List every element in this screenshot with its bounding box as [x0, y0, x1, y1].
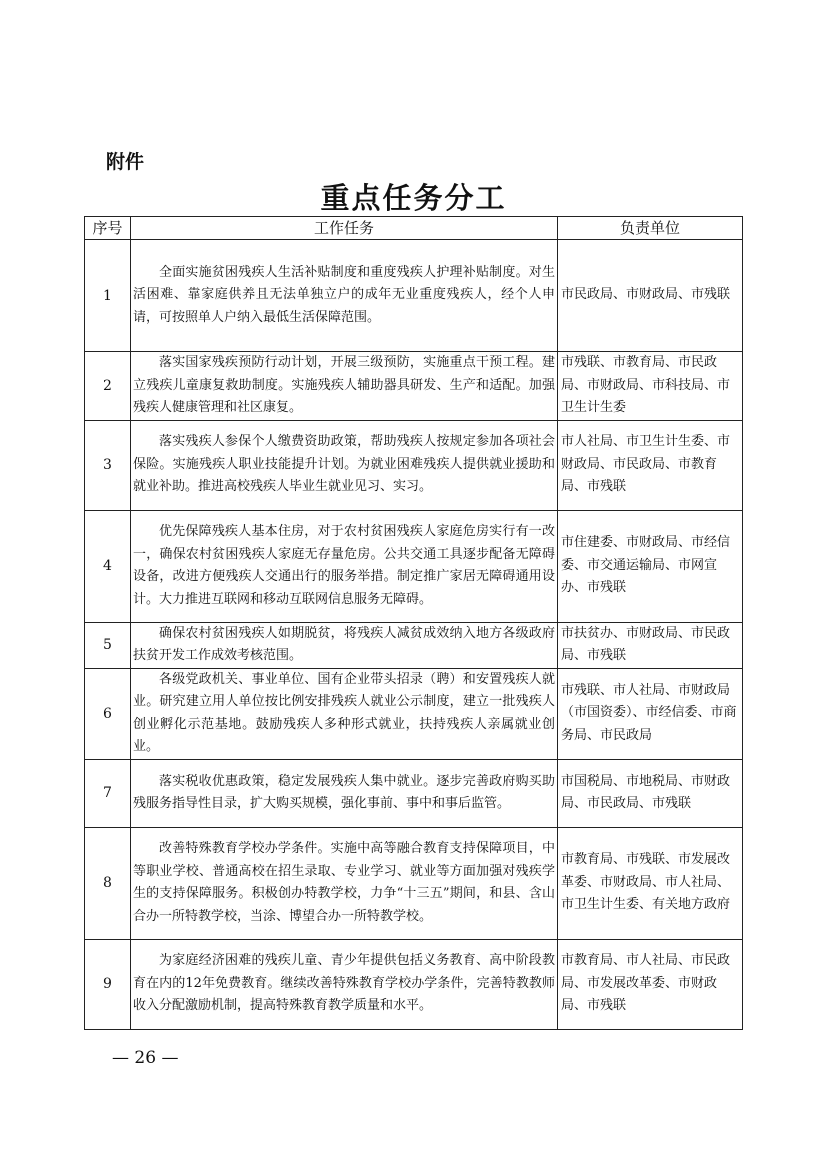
row-number: 7	[85, 759, 131, 827]
page-title: 重点任务分工	[320, 181, 507, 215]
column-header-unit: 负责单位	[558, 217, 743, 240]
row-unit: 市残联、市人社局、市财政局（市国资委）、市经信委、市商务局、市民政局	[558, 668, 743, 759]
row-task: 为家庭经济困难的残疾儿童、青少年提供包括义务教育、高中阶段教育在内的12年免费教育。继续改善特殊教育学校办学条件，完善特教教师收入分配激励机制，提高特殊教育教学质量和水平。	[131, 939, 558, 1029]
row-unit: 市人社局、市卫生计生委、市财政局、市民政局、市教育局、市残联	[558, 420, 743, 510]
row-unit: 市国税局、市地税局、市财政局、市民政局、市残联	[558, 759, 743, 827]
row-task: 全面实施贫困残疾人生活补贴制度和重度残疾人护理补贴制度。对生活困难、靠家庭供养且无法单独立户的成年无业重度残疾人，经个人申请，可按照单人户纳入最低生活保障范围。	[131, 240, 558, 352]
row-task: 落实残疾人参保个人缴费资助政策，帮助残疾人按规定参加各项社会保险。实施残疾人职业技能提升计划。为就业困难残疾人提供就业援助和就业补助。推进高校残疾人毕业生就业见习、实习。	[131, 420, 558, 510]
task-table	[84, 216, 743, 1030]
row-number: 1	[85, 240, 131, 352]
table-row	[85, 352, 743, 421]
table-row	[85, 939, 743, 1029]
row-number: 3	[85, 420, 131, 510]
attachment-label: 附件	[106, 151, 145, 173]
row-unit: 市残联、市教育局、市民政局、市财政局、市科技局、市卫生计生委	[558, 352, 743, 421]
row-number: 6	[85, 668, 131, 759]
row-task: 确保农村贫困残疾人如期脱贫，将残疾人减贫成效纳入地方各级政府扶贫开发工作成效考核范围。	[131, 622, 558, 668]
row-task: 落实国家残疾预防行动计划，开展三级预防，实施重点干预工程。建立残疾儿童康复救助制度。实施残疾人辅助器具研发、生产和适配。加强残疾人健康管理和社区康复。	[131, 352, 558, 421]
row-number: 9	[85, 939, 131, 1029]
row-unit: 市民政局、市财政局、市残联	[558, 240, 743, 352]
row-number: 4	[85, 510, 131, 622]
column-header-task: 工作任务	[131, 217, 558, 240]
row-task: 各级党政机关、事业单位、国有企业带头招录（聘）和安置残疾人就业。研究建立用人单位按比例安排残疾人就业公示制度，建立一批残疾人创业孵化示范基地。鼓励残疾人多种形式就业，扶持残疾人亲属就业创业。	[131, 668, 558, 759]
row-unit: 市住建委、市财政局、市经信委、市交通运输局、市网宣办、市残联	[558, 510, 743, 622]
page-number: — 26 —	[112, 1048, 179, 1068]
table-row	[85, 622, 743, 668]
column-header-no: 序号	[85, 217, 131, 240]
row-number: 2	[85, 352, 131, 421]
row-unit: 市扶贫办、市财政局、市民政局、市残联	[558, 622, 743, 668]
table-row	[85, 510, 743, 622]
table-row	[85, 668, 743, 759]
table-row	[85, 240, 743, 352]
table-row	[85, 420, 743, 510]
row-task: 优先保障残疾人基本住房，对于农村贫困残疾人家庭危房实行有一改一，确保农村贫困残疾人家庭无存量危房。公共交通工具逐步配备无障碍设备，改进方便残疾人交通出行的服务举措。制定推广家居无障碍通用设计。大力推进互联网和移动互联网信息服务无障碍。	[131, 510, 558, 622]
row-number: 8	[85, 827, 131, 939]
row-unit: 市教育局、市人社局、市民政局、市发展改革委、市财政局、市残联	[558, 939, 743, 1029]
row-number: 5	[85, 622, 131, 668]
table-row	[85, 827, 743, 939]
row-unit: 市教育局、市残联、市发展改革委、市财政局、市人社局、市卫生计生委、有关地方政府	[558, 827, 743, 939]
table-row	[85, 759, 743, 827]
table-header-row	[85, 217, 743, 240]
row-task: 落实税收优惠政策，稳定发展残疾人集中就业。逐步完善政府购买助残服务指导性目录，扩大购买规模，强化事前、事中和事后监管。	[131, 759, 558, 827]
row-task: 改善特殊教育学校办学条件。实施中高等融合教育支持保障项目，中等职业学校、普通高校在招生录取、专业学习、就业等方面加强对残疾学生的支持保障服务。积极创办特教学校，力争“十三五”期间，和县、含山合办一所特教学校，当涂、博望合办一所特教学校。	[131, 827, 558, 939]
